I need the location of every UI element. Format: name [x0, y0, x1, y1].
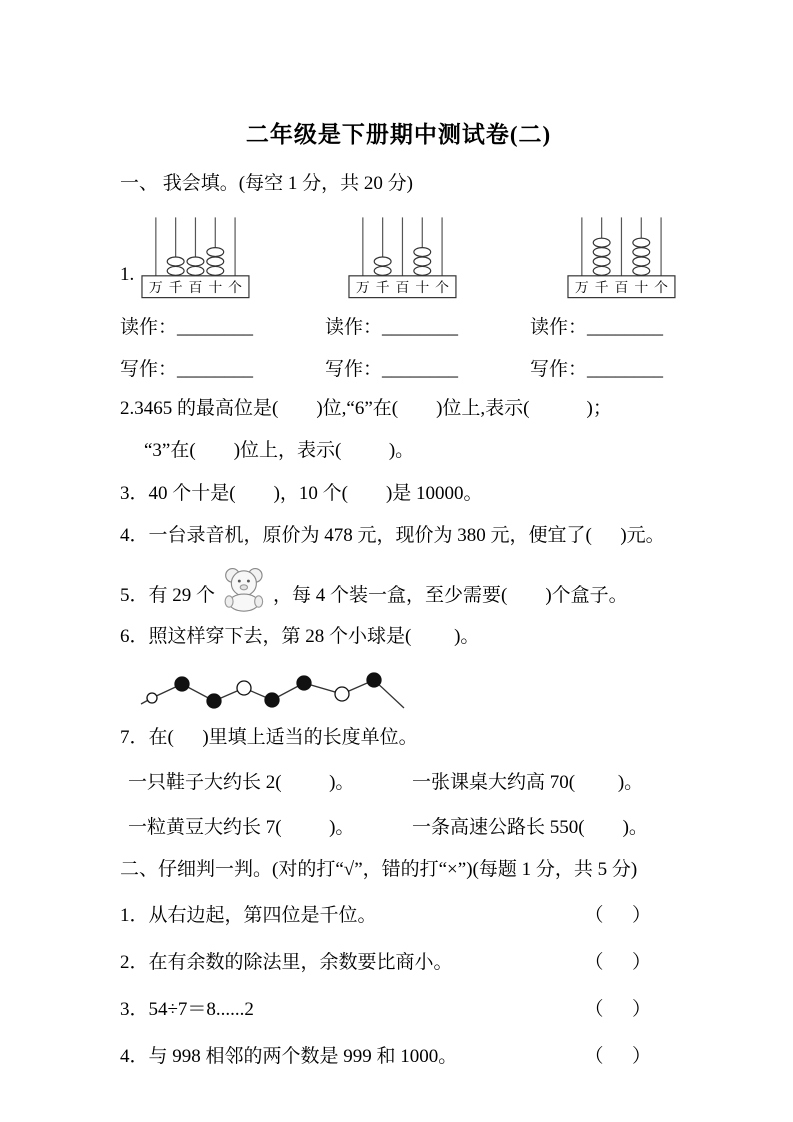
judge-item-2-text: 2．在有余数的除法里，余数要比商小。	[120, 951, 453, 973]
question-7-item-4: 一条高速公路长 550( )。	[412, 817, 648, 839]
judge-item-3-answer-paren: （ ）	[584, 998, 651, 1020]
svg-text:十: 十	[208, 279, 223, 295]
svg-text:个: 个	[435, 279, 450, 295]
bead-pattern-image	[138, 667, 408, 715]
question-4: 4．一台录音机，原价为 478 元，现价为 380 元，便宜了( )元。	[120, 525, 665, 547]
page-title: 二年级是下册期中测试卷(二)	[245, 122, 552, 147]
abacus-image-3	[566, 214, 677, 302]
abacus-image-2	[347, 214, 458, 302]
judge-item-3	[120, 994, 677, 1021]
section2-heading: 二、仔细判一判。(对的打“√”，错的打“×”)(每题 1 分，共 5 分)	[120, 859, 638, 881]
question-1-abacus-row	[120, 214, 677, 302]
abacus-image-1	[140, 214, 251, 302]
question-5-prefix: 5．有 29 个	[120, 585, 216, 607]
judge-item-3-text: 3．54÷7＝8......2	[120, 998, 254, 1020]
read-blank-3: 读作：________	[530, 316, 664, 338]
svg-text:百: 百	[614, 279, 629, 295]
judge-item-4	[120, 1041, 677, 1068]
judge-item-4-text: 4．与 998 相邻的两个数是 999 和 1000。	[120, 1045, 458, 1067]
question-7-row-1	[120, 767, 677, 794]
svg-text:十: 十	[415, 279, 430, 295]
read-write-blanks	[120, 312, 677, 381]
svg-text:百: 百	[395, 279, 410, 295]
teddy-bear-image	[220, 566, 270, 612]
judge-item-2-answer-paren: （ ）	[584, 951, 651, 973]
judge-item-4-answer-paren: （ ）	[584, 1045, 651, 1067]
read-blank-1: 读作：________	[120, 316, 254, 338]
svg-text:千: 千	[168, 279, 183, 295]
svg-text:千: 千	[375, 279, 390, 295]
write-blank-1: 写作：________	[120, 358, 254, 380]
judge-item-2	[120, 947, 677, 974]
write-blank-2: 写作：________	[325, 358, 459, 380]
svg-text:万: 万	[149, 279, 164, 295]
svg-text:百: 百	[188, 279, 203, 295]
svg-text:十: 十	[634, 279, 649, 295]
judge-item-1-answer-paren: （ ）	[584, 904, 651, 926]
svg-text:万: 万	[356, 279, 370, 295]
question-7-row-2	[120, 812, 677, 839]
section1-heading: 一、 我会填。(每空 1 分，共 20 分)	[120, 173, 413, 194]
question-7-item-2: 一张课桌大约高 70( )。	[412, 772, 644, 794]
question-7-item-3: 一粒黄豆大约长 7( )。	[128, 817, 355, 839]
question-2-line-1: 2.3465 的最高位是( )位,“6”在( )位上,表示( )；	[120, 397, 612, 419]
question-6: 6．照这样穿下去，第 28 个小球是( )。	[120, 625, 480, 647]
question-7-item-1: 一只鞋子大约长 2( )。	[128, 772, 355, 794]
question-1-number: 1.	[120, 263, 135, 285]
question-2-line-2: “3”在( )位上，表示( )。	[144, 440, 415, 462]
question-3: 3．40 个十是( )，10 个( )是 10000。	[120, 482, 483, 504]
svg-text:万: 万	[575, 279, 589, 295]
judge-item-1	[120, 900, 677, 927]
judge-item-1-text: 1．从右边起，第四位是千位。	[120, 904, 377, 926]
svg-text:千: 千	[594, 279, 609, 295]
question-7: 7．在( )里填上适当的长度单位。	[120, 726, 418, 748]
write-blank-3: 写作：________	[530, 358, 664, 380]
read-blank-2: 读作：________	[325, 316, 459, 338]
svg-text:个: 个	[228, 279, 243, 295]
question-5	[120, 566, 677, 610]
svg-text:个: 个	[654, 279, 669, 295]
question-5-suffix: ，每 4 个装一盒，至少需要( )个盒子。	[273, 585, 628, 607]
